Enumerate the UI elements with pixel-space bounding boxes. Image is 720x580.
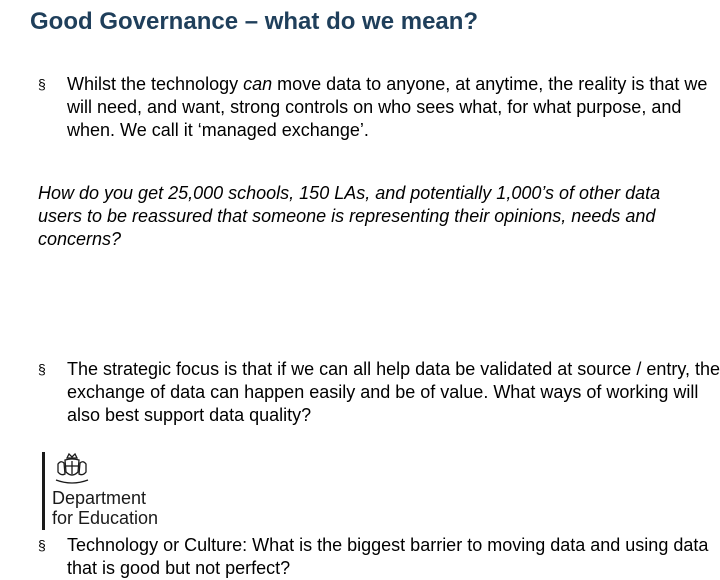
bullet-item-technology-culture [38,534,720,580]
bullet-text: The strategic focus is that if we can all help data be validated at source / entry, the exchange of data can happen easily and be of value. What ways of working will also best support data quality? [67,359,720,425]
bullet-text-pre: Whilst the technology [67,74,244,94]
bullet-icon: § [38,537,46,553]
bullet-icon: § [38,76,46,92]
department-logo [42,452,182,532]
logo-text-for-education: for Education [52,508,159,528]
bullet-item-managed-exchange [38,73,720,142]
slide-title: Good Governance – what do we mean? [30,8,479,35]
bullet-icon: § [38,361,46,377]
bullet-item-strategic-focus [38,358,720,427]
bullet-text-emphasis: can [243,74,273,94]
logo-rule [42,452,45,530]
bullet-text-post: move data to anyone, at anytime, the reality is that we will need, and want, strong controls on who sees what, for what purpose, and when. We call it ‘managed exchange’. [67,74,708,140]
question-paragraph: How do you get 25,000 schools, 150 LAs, and potentially 1,000’s of other data users to be reassured that someone is representing their opinions, needs and concerns? [38,183,661,249]
logo-text-department: Department [52,488,147,508]
bullet-text: Technology or Culture: What is the biggest barrier to moving data and using data that is good but not perfect? [67,535,709,578]
royal-crest-icon [52,452,92,486]
